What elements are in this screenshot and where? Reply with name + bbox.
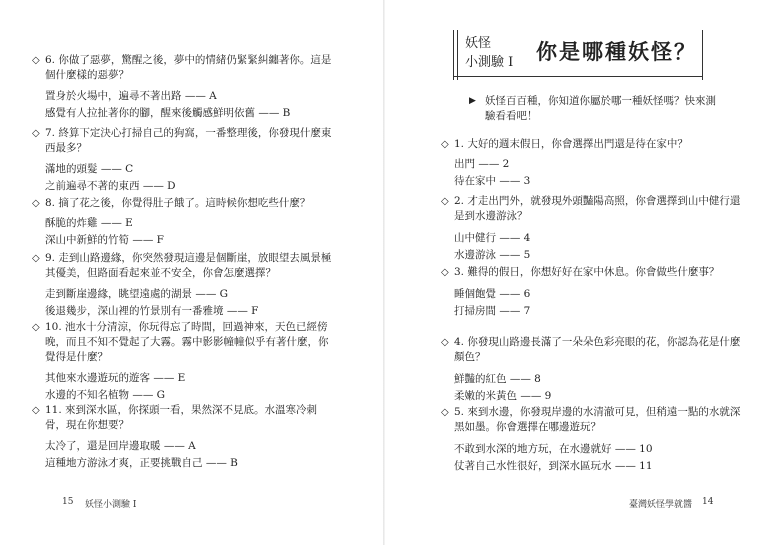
option: 感覺有人拉扯著你的腳，醒來後觸感鮮明依舊 —— B [45, 107, 291, 119]
diamond-icon: ◇ [441, 407, 449, 418]
diamond-icon: ◇ [441, 337, 449, 348]
option: 後退幾步，深山裡的竹景別有一番雅境 —— F [45, 305, 259, 317]
diamond-icon: ◇ [32, 322, 40, 333]
option: 柔嫩的米黃色 —— 9 [454, 390, 552, 402]
option: 水邊的不知名植物 —— G [45, 389, 166, 401]
page-number: 14 [702, 497, 714, 507]
question-11 [32, 403, 337, 472]
option: 打掃房間 —— 7 [454, 305, 531, 317]
question-8 [32, 196, 337, 249]
option: 之前遍尋不著的東西 —— D [45, 180, 176, 192]
intro-text: 妖怪百百種，你知道你屬於哪一種妖怪嗎？快來測驗看看吧！ [485, 95, 716, 122]
option: 出門 —— 2 [454, 158, 510, 170]
question-text: 4. 你發現山路邊長滿了一朵朵色彩亮眼的花，你認為花是什麼顏色？ [454, 336, 741, 363]
question-9 [32, 251, 337, 320]
diamond-icon: ◇ [32, 253, 40, 264]
question-text: 3. 難得的假日，你想好好在家中休息。你會做些什麼事？ [454, 266, 720, 278]
question-2 [441, 194, 741, 264]
question-text: 8. 摘了花之後，你覺得肚子餓了。這時候你想吃些什麼？ [45, 197, 311, 209]
diamond-icon: ◇ [441, 267, 449, 278]
option: 這種地方游泳才爽，正要挑戰自己 —— B [45, 457, 238, 469]
option: 待在家中 —— 3 [454, 175, 531, 187]
question-text: 2. 才走出門外，就發現外頭豔陽高照，你會選擇到山中健行還是到水邊游泳？ [454, 195, 741, 222]
question-text: 9. 走到山路邊緣，你突然發現這邊是個斷崖，放眼望去風景極其優美，但路面看起來並不安全，你會怎麼選擇？ [45, 252, 332, 279]
diamond-icon: ◇ [32, 198, 40, 209]
question-1 [441, 137, 741, 190]
question-text: 5. 來到水邊，你發現岸邊的水清澈可見，但稍遠一點的水就深黑如墨。你會選擇在哪邊遊玩？ [454, 406, 741, 433]
option: 其他來水邊遊玩的遊客 —— E [45, 372, 186, 384]
option: 深山中新鮮的竹筍 —— F [45, 234, 164, 246]
page-number: 15 [62, 497, 74, 507]
option: 置身於火場中，遍尋不著出路 —— A [45, 90, 217, 102]
page-title: 你是哪種妖怪？ [536, 40, 697, 64]
right-page [384, 0, 768, 545]
option: 走到斷崖邊緣，眺望遠處的湖景 —— G [45, 288, 229, 300]
option: 仗著自己水性很好，到深水區玩水 —— 11 [454, 460, 653, 472]
diamond-icon: ◇ [441, 139, 449, 150]
question-4 [441, 335, 741, 405]
question-5 [441, 405, 741, 475]
option: 不敢到水深的地方玩，在水邊就好 —— 10 [454, 443, 653, 455]
question-7 [32, 126, 337, 195]
option: 水邊游泳 —— 5 [454, 249, 531, 261]
question-3 [441, 265, 741, 320]
question-10 [32, 320, 337, 404]
diamond-icon: ◇ [32, 55, 40, 66]
question-text: 7. 終算下定決心打掃自己的狗窩，一番整理後，你發現什麼東西最多？ [45, 127, 332, 154]
running-header: 臺灣妖怪學就醬 [629, 500, 693, 510]
option: 鮮豔的紅色 —— 8 [454, 373, 541, 385]
title-tag-line2: 小測驗 I [465, 55, 514, 70]
question-6 [32, 53, 337, 122]
running-header: 妖怪小測驗 I [85, 500, 137, 510]
question-text: 11. 來到深水區，你探頭一看，果然深不見底。水溫寒冷刺骨，現在你想要？ [45, 404, 318, 431]
question-text: 1. 大好的週末假日，你會選擇出門還是待在家中？ [454, 138, 688, 150]
option: 睡個飽覺 —— 6 [454, 288, 531, 300]
diamond-icon: ◇ [32, 405, 40, 416]
option: 太冷了，還是回岸邊取暖 —— A [45, 440, 196, 452]
title-tag-line1: 妖怪 [465, 36, 492, 51]
option: 酥脆的炸雞 —— E [45, 217, 133, 229]
diamond-icon: ◇ [441, 196, 449, 207]
triangle-right-icon: ▶ [469, 96, 476, 106]
option: 滿地的頭髮 —— C [45, 163, 134, 175]
question-text: 6. 你做了惡夢，驚醒之後，夢中的情緒仍緊緊糾纏著你。這是個什麼樣的惡夢？ [45, 54, 332, 81]
diamond-icon: ◇ [32, 128, 40, 139]
question-text: 10. 池水十分清涼，你玩得忘了時間，回過神來，天色已經傍晚，而且不知不覺起了大霧。霧中影影幢幢似乎有著什麼，你覺得是什麼？ [45, 321, 329, 363]
option: 山中健行 —— 4 [454, 232, 531, 244]
